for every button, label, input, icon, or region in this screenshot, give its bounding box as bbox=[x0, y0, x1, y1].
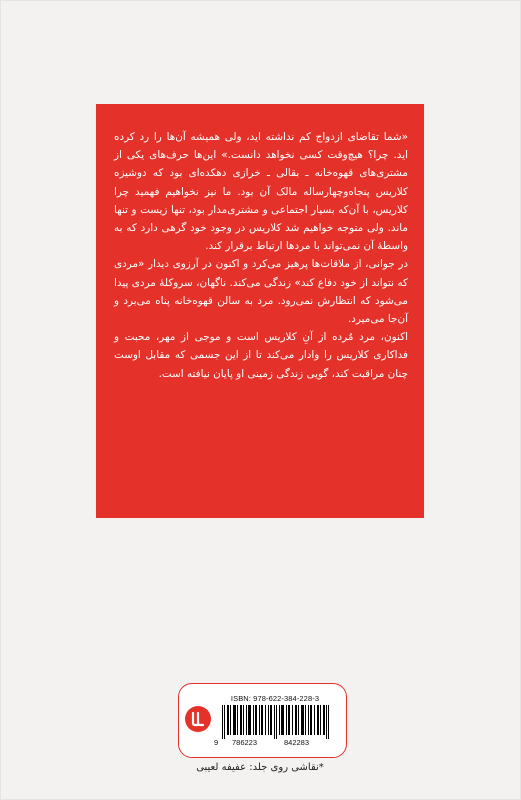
barcode bbox=[214, 694, 336, 750]
blurb-paragraph-2: در جوانی، از ملاقات‌ها پرهیز می‌کرد و اکنون در آرزوی دیدار «مردی که نتواند از خود دفاع کند» زندگی می‌کند. ناگهان، سروکلهٔ مردی پیدا می‌شود که انتظارش نمی‌رود. مرد به سالن قهوه‌خانه پناه می‌برد و آن‌جا می‌میرد. bbox=[114, 258, 408, 326]
blurb-paragraph-3: اکنون، مرد مُرده از آنِ کلاریس است و موجی از مهر، محبت و فداکاری کلاریس را وادار می‌کند تا از این جسمی که مقابل اوست چنان مراقبت کند، گویی زندگی زمینی او پایان نیافته است. bbox=[114, 331, 408, 380]
blurb-text bbox=[114, 128, 408, 383]
cover-art-credit: *نقاشی روی جلد: عفیفه لعیبی bbox=[196, 762, 324, 773]
isbn-number: ISBN: 978-622-384-228-3 bbox=[230, 694, 320, 703]
barcode-right-digits: 842283 bbox=[284, 738, 310, 747]
barcode-left-digits: 786223 bbox=[232, 738, 258, 747]
blurb-paragraph-1: «شما تقاضای ازدواج کم نداشته اید، ولی همیشه آن‌ها را رد کرده اید. چرا؟ هیچ‌وقت کسی نخواهد دانست.» این‌ها حرف‌های یکی از مشتری‌های قهوه‌خانه ـ بقالی ـ خرازی دهکده‌ای بود که دوشیزه کلاریس پنجاه‌وچهارساله مالک آن بود. ما نیز نخواهیم فهمید چرا کلاریس، با آن‌که بسیار اجتماعی و مشتری‌مدار بود، تنها زیست و تنها ماند. ولی متوجه خواهیم شد کلاریس در وجود خود گرهی دارد که به واسطهٔ آن نمی‌تواند با مردها ارتباط برقرار کند. bbox=[114, 131, 408, 253]
barcode-first-digit: 9 bbox=[214, 738, 219, 747]
publisher-logo-icon bbox=[185, 706, 211, 732]
barcode-bars bbox=[220, 705, 332, 739]
